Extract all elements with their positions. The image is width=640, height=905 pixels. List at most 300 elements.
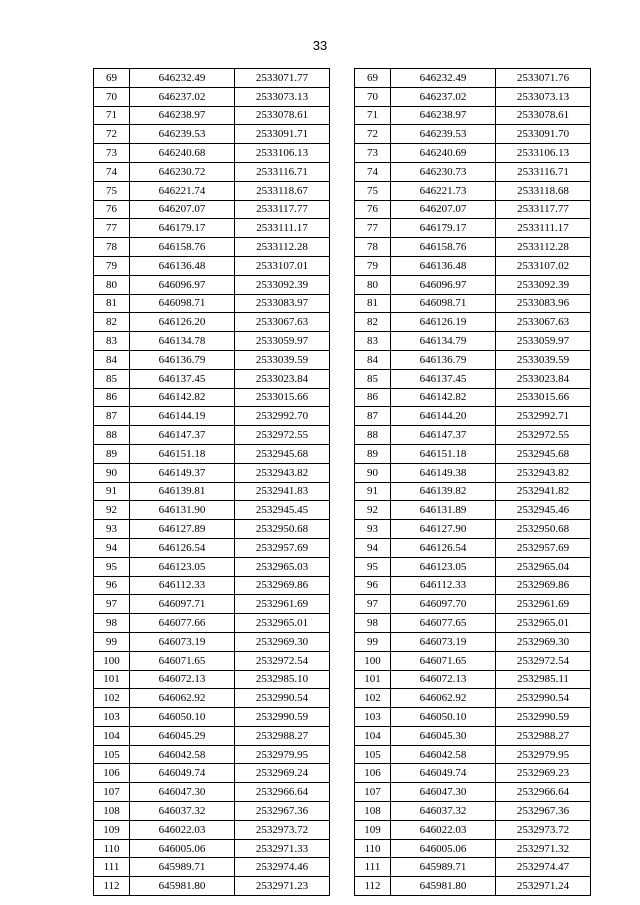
x-coordinate-cell: 646123.05 <box>130 557 235 576</box>
y-coordinate-cell: 2532950.68 <box>235 520 330 539</box>
point-number-cell: 89 <box>94 444 130 463</box>
y-coordinate-cell: 2533112.28 <box>235 238 330 257</box>
point-number-cell: 89 <box>355 444 391 463</box>
point-number-cell: 83 <box>94 332 130 351</box>
point-number-cell: 99 <box>355 632 391 651</box>
y-coordinate-cell: 2533117.77 <box>496 200 591 219</box>
point-number-cell: 72 <box>94 125 130 144</box>
table-row <box>94 200 330 219</box>
point-number-cell: 80 <box>355 275 391 294</box>
y-coordinate-cell: 2532972.55 <box>235 426 330 445</box>
y-coordinate-cell: 2533059.97 <box>235 332 330 351</box>
x-coordinate-cell: 646127.90 <box>391 520 496 539</box>
y-coordinate-cell: 2533078.61 <box>235 106 330 125</box>
y-coordinate-cell: 2532969.30 <box>235 632 330 651</box>
point-number-cell: 88 <box>355 426 391 445</box>
table-row <box>94 614 330 633</box>
x-coordinate-cell: 646237.02 <box>391 87 496 106</box>
table-row <box>94 181 330 200</box>
table-row <box>94 238 330 257</box>
x-coordinate-cell: 646158.76 <box>391 238 496 257</box>
point-number-cell: 90 <box>355 463 391 482</box>
point-number-cell: 93 <box>355 520 391 539</box>
point-number-cell: 104 <box>94 726 130 745</box>
table-row <box>355 444 591 463</box>
table-row <box>94 463 330 482</box>
x-coordinate-cell: 646136.48 <box>130 256 235 275</box>
x-coordinate-cell: 646179.17 <box>130 219 235 238</box>
point-number-cell: 105 <box>94 745 130 764</box>
table-row <box>355 557 591 576</box>
y-coordinate-cell: 2532965.03 <box>235 557 330 576</box>
point-number-cell: 81 <box>355 294 391 313</box>
x-coordinate-cell: 646238.97 <box>130 106 235 125</box>
point-number-cell: 92 <box>355 501 391 520</box>
table-row <box>355 426 591 445</box>
x-coordinate-cell: 646123.05 <box>391 557 496 576</box>
point-number-cell: 86 <box>94 388 130 407</box>
table-row <box>355 820 591 839</box>
x-coordinate-cell: 646050.10 <box>130 708 235 727</box>
coordinate-table-left <box>93 68 330 896</box>
point-number-cell: 71 <box>355 106 391 125</box>
x-coordinate-cell: 646149.37 <box>130 463 235 482</box>
x-coordinate-cell: 646134.79 <box>391 332 496 351</box>
x-coordinate-cell: 646126.19 <box>391 313 496 332</box>
x-coordinate-cell: 646073.19 <box>391 632 496 651</box>
y-coordinate-cell: 2533118.68 <box>496 181 591 200</box>
point-number-cell: 79 <box>94 256 130 275</box>
x-coordinate-cell: 646144.20 <box>391 407 496 426</box>
x-coordinate-cell: 646230.73 <box>391 162 496 181</box>
point-number-cell: 77 <box>355 219 391 238</box>
x-coordinate-cell: 646126.54 <box>391 538 496 557</box>
point-number-cell: 111 <box>355 858 391 877</box>
point-number-cell: 94 <box>94 538 130 557</box>
table-row <box>94 369 330 388</box>
point-number-cell: 82 <box>94 313 130 332</box>
point-number-cell: 95 <box>355 557 391 576</box>
point-number-cell: 69 <box>94 69 130 88</box>
x-coordinate-cell: 646158.76 <box>130 238 235 257</box>
table-row <box>94 595 330 614</box>
x-coordinate-cell: 646240.69 <box>391 144 496 163</box>
x-coordinate-cell: 646073.19 <box>130 632 235 651</box>
table-row <box>94 764 330 783</box>
x-coordinate-cell: 646142.82 <box>130 388 235 407</box>
y-coordinate-cell: 2532957.69 <box>235 538 330 557</box>
point-number-cell: 90 <box>94 463 130 482</box>
table-row <box>355 69 591 88</box>
point-number-cell: 91 <box>94 482 130 501</box>
table-row <box>355 538 591 557</box>
point-number-cell: 95 <box>94 557 130 576</box>
y-coordinate-cell: 2532979.95 <box>496 745 591 764</box>
x-coordinate-cell: 646005.06 <box>391 839 496 858</box>
x-coordinate-cell: 646144.19 <box>130 407 235 426</box>
x-coordinate-cell: 646136.79 <box>391 350 496 369</box>
table-row <box>94 501 330 520</box>
point-number-cell: 112 <box>94 877 130 896</box>
y-coordinate-cell: 2533071.76 <box>496 69 591 88</box>
x-coordinate-cell: 646022.03 <box>130 820 235 839</box>
point-number-cell: 87 <box>94 407 130 426</box>
x-coordinate-cell: 646077.66 <box>130 614 235 633</box>
y-coordinate-cell: 2532957.69 <box>496 538 591 557</box>
x-coordinate-cell: 646137.45 <box>391 369 496 388</box>
point-number-cell: 101 <box>94 670 130 689</box>
point-number-cell: 69 <box>355 69 391 88</box>
table-row <box>355 181 591 200</box>
point-number-cell: 92 <box>94 501 130 520</box>
table-row <box>94 689 330 708</box>
x-coordinate-cell: 646037.32 <box>391 802 496 821</box>
point-number-cell: 83 <box>355 332 391 351</box>
y-coordinate-cell: 2532985.10 <box>235 670 330 689</box>
point-number-cell: 78 <box>355 238 391 257</box>
table-row <box>355 87 591 106</box>
y-coordinate-cell: 2533118.67 <box>235 181 330 200</box>
table-row <box>94 651 330 670</box>
y-coordinate-cell: 2532973.72 <box>235 820 330 839</box>
point-number-cell: 99 <box>94 632 130 651</box>
x-coordinate-cell: 646179.17 <box>391 219 496 238</box>
x-coordinate-cell: 646139.82 <box>391 482 496 501</box>
y-coordinate-cell: 2533023.84 <box>235 369 330 388</box>
point-number-cell: 107 <box>355 783 391 802</box>
y-coordinate-cell: 2533117.77 <box>235 200 330 219</box>
x-coordinate-cell: 646151.18 <box>130 444 235 463</box>
x-coordinate-cell: 646139.81 <box>130 482 235 501</box>
y-coordinate-cell: 2533039.59 <box>496 350 591 369</box>
x-coordinate-cell: 646221.74 <box>130 181 235 200</box>
y-coordinate-cell: 2532966.64 <box>496 783 591 802</box>
point-number-cell: 91 <box>355 482 391 501</box>
table-row <box>94 576 330 595</box>
y-coordinate-cell: 2532965.01 <box>496 614 591 633</box>
table-row <box>94 538 330 557</box>
point-number-cell: 97 <box>355 595 391 614</box>
y-coordinate-cell: 2532961.69 <box>235 595 330 614</box>
point-number-cell: 70 <box>355 87 391 106</box>
table-row <box>94 275 330 294</box>
y-coordinate-cell: 2532992.71 <box>496 407 591 426</box>
x-coordinate-cell: 646072.13 <box>130 670 235 689</box>
table-row <box>94 350 330 369</box>
y-coordinate-cell: 2532945.68 <box>496 444 591 463</box>
point-number-cell: 112 <box>355 877 391 896</box>
table-row <box>94 708 330 727</box>
point-number-cell: 78 <box>94 238 130 257</box>
x-coordinate-cell: 646042.58 <box>130 745 235 764</box>
table-row <box>94 839 330 858</box>
y-coordinate-cell: 2533111.17 <box>496 219 591 238</box>
page-number: 33 <box>312 38 328 53</box>
y-coordinate-cell: 2532990.59 <box>496 708 591 727</box>
x-coordinate-cell: 646134.78 <box>130 332 235 351</box>
point-number-cell: 106 <box>94 764 130 783</box>
point-number-cell: 77 <box>94 219 130 238</box>
table-row <box>355 388 591 407</box>
y-coordinate-cell: 2533078.61 <box>496 106 591 125</box>
x-coordinate-cell: 646232.49 <box>391 69 496 88</box>
y-coordinate-cell: 2532985.11 <box>496 670 591 689</box>
y-coordinate-cell: 2533015.66 <box>235 388 330 407</box>
point-number-cell: 98 <box>355 614 391 633</box>
table-row <box>94 69 330 88</box>
table-row <box>94 219 330 238</box>
point-number-cell: 101 <box>355 670 391 689</box>
table-row <box>355 501 591 520</box>
y-coordinate-cell: 2533092.39 <box>235 275 330 294</box>
point-number-cell: 93 <box>94 520 130 539</box>
y-coordinate-cell: 2532945.68 <box>235 444 330 463</box>
point-number-cell: 79 <box>355 256 391 275</box>
table-row <box>94 87 330 106</box>
y-coordinate-cell: 2532971.24 <box>496 877 591 896</box>
table-row <box>94 820 330 839</box>
table-row <box>94 444 330 463</box>
y-coordinate-cell: 2532992.70 <box>235 407 330 426</box>
x-coordinate-cell: 646136.79 <box>130 350 235 369</box>
y-coordinate-cell: 2532943.82 <box>496 463 591 482</box>
y-coordinate-cell: 2533073.13 <box>235 87 330 106</box>
table-row <box>94 162 330 181</box>
y-coordinate-cell: 2532969.23 <box>496 764 591 783</box>
x-coordinate-cell: 646071.65 <box>391 651 496 670</box>
point-number-cell: 75 <box>355 181 391 200</box>
y-coordinate-cell: 2533091.70 <box>496 125 591 144</box>
point-number-cell: 109 <box>355 820 391 839</box>
x-coordinate-cell: 646098.71 <box>391 294 496 313</box>
table-row <box>94 802 330 821</box>
table-row <box>94 745 330 764</box>
table-row <box>94 858 330 877</box>
y-coordinate-cell: 2532967.36 <box>496 802 591 821</box>
point-number-cell: 81 <box>94 294 130 313</box>
x-coordinate-cell: 646097.71 <box>130 595 235 614</box>
x-coordinate-cell: 646049.74 <box>391 764 496 783</box>
x-coordinate-cell: 646022.03 <box>391 820 496 839</box>
y-coordinate-cell: 2532969.24 <box>235 764 330 783</box>
point-number-cell: 96 <box>355 576 391 595</box>
table-row <box>355 350 591 369</box>
table-row <box>355 144 591 163</box>
table-row <box>94 125 330 144</box>
table-row <box>94 407 330 426</box>
table-row <box>355 200 591 219</box>
y-coordinate-cell: 2533071.77 <box>235 69 330 88</box>
x-coordinate-cell: 646131.89 <box>391 501 496 520</box>
point-number-cell: 103 <box>355 708 391 727</box>
x-coordinate-cell: 646047.30 <box>391 783 496 802</box>
table-row <box>94 632 330 651</box>
point-number-cell: 100 <box>355 651 391 670</box>
x-coordinate-cell: 646072.13 <box>391 670 496 689</box>
x-coordinate-cell: 646127.89 <box>130 520 235 539</box>
y-coordinate-cell: 2532967.36 <box>235 802 330 821</box>
point-number-cell: 72 <box>355 125 391 144</box>
table-row <box>94 106 330 125</box>
point-number-cell: 75 <box>94 181 130 200</box>
table-row <box>94 426 330 445</box>
y-coordinate-cell: 2533111.17 <box>235 219 330 238</box>
table-row <box>94 294 330 313</box>
table-row <box>94 783 330 802</box>
x-coordinate-cell: 646112.33 <box>391 576 496 595</box>
point-number-cell: 73 <box>355 144 391 163</box>
x-coordinate-cell: 646071.65 <box>130 651 235 670</box>
y-coordinate-cell: 2533106.13 <box>496 144 591 163</box>
y-coordinate-cell: 2532972.54 <box>235 651 330 670</box>
point-number-cell: 97 <box>94 595 130 614</box>
point-number-cell: 82 <box>355 313 391 332</box>
point-number-cell: 76 <box>94 200 130 219</box>
y-coordinate-cell: 2533059.97 <box>496 332 591 351</box>
point-number-cell: 88 <box>94 426 130 445</box>
x-coordinate-cell: 646047.30 <box>130 783 235 802</box>
x-coordinate-cell: 646096.97 <box>391 275 496 294</box>
point-number-cell: 80 <box>94 275 130 294</box>
y-coordinate-cell: 2532971.32 <box>496 839 591 858</box>
table-row <box>355 764 591 783</box>
x-coordinate-cell: 645981.80 <box>130 877 235 896</box>
y-coordinate-cell: 2533116.71 <box>496 162 591 181</box>
y-coordinate-cell: 2532950.68 <box>496 520 591 539</box>
x-coordinate-cell: 646237.02 <box>130 87 235 106</box>
x-coordinate-cell: 646221.73 <box>391 181 496 200</box>
y-coordinate-cell: 2532941.82 <box>496 482 591 501</box>
y-coordinate-cell: 2533107.01 <box>235 256 330 275</box>
point-number-cell: 98 <box>94 614 130 633</box>
y-coordinate-cell: 2533116.71 <box>235 162 330 181</box>
y-coordinate-cell: 2532990.59 <box>235 708 330 727</box>
y-coordinate-cell: 2533067.63 <box>235 313 330 332</box>
x-coordinate-cell: 646147.37 <box>391 426 496 445</box>
x-coordinate-cell: 646045.29 <box>130 726 235 745</box>
x-coordinate-cell: 646230.72 <box>130 162 235 181</box>
x-coordinate-cell: 646131.90 <box>130 501 235 520</box>
x-coordinate-cell: 646238.97 <box>391 106 496 125</box>
x-coordinate-cell: 646137.45 <box>130 369 235 388</box>
x-coordinate-cell: 646042.58 <box>391 745 496 764</box>
point-number-cell: 85 <box>94 369 130 388</box>
y-coordinate-cell: 2532961.69 <box>496 595 591 614</box>
table-row <box>94 482 330 501</box>
x-coordinate-cell: 646050.10 <box>391 708 496 727</box>
x-coordinate-cell: 645989.71 <box>391 858 496 877</box>
table-row <box>355 708 591 727</box>
point-number-cell: 74 <box>94 162 130 181</box>
table-row <box>94 313 330 332</box>
y-coordinate-cell: 2532941.83 <box>235 482 330 501</box>
y-coordinate-cell: 2532969.30 <box>496 632 591 651</box>
x-coordinate-cell: 646037.32 <box>130 802 235 821</box>
y-coordinate-cell: 2532971.23 <box>235 877 330 896</box>
point-number-cell: 87 <box>355 407 391 426</box>
point-number-cell: 105 <box>355 745 391 764</box>
table-row <box>355 520 591 539</box>
x-coordinate-cell: 646096.97 <box>130 275 235 294</box>
y-coordinate-cell: 2532974.47 <box>496 858 591 877</box>
x-coordinate-cell: 646077.65 <box>391 614 496 633</box>
table-row <box>94 726 330 745</box>
x-coordinate-cell: 646151.18 <box>391 444 496 463</box>
table-row <box>94 557 330 576</box>
point-number-cell: 104 <box>355 726 391 745</box>
x-coordinate-cell: 646005.06 <box>130 839 235 858</box>
table-row <box>94 256 330 275</box>
table-row <box>94 144 330 163</box>
table-row <box>94 388 330 407</box>
y-coordinate-cell: 2533107.02 <box>496 256 591 275</box>
y-coordinate-cell: 2532971.33 <box>235 839 330 858</box>
table-row <box>355 689 591 708</box>
table-row <box>355 407 591 426</box>
x-coordinate-cell: 646239.53 <box>130 125 235 144</box>
y-coordinate-cell: 2533039.59 <box>235 350 330 369</box>
point-number-cell: 108 <box>94 802 130 821</box>
table-row <box>355 576 591 595</box>
point-number-cell: 109 <box>94 820 130 839</box>
y-coordinate-cell: 2532972.54 <box>496 651 591 670</box>
y-coordinate-cell: 2532972.55 <box>496 426 591 445</box>
point-number-cell: 102 <box>355 689 391 708</box>
x-coordinate-cell: 645981.80 <box>391 877 496 896</box>
point-number-cell: 70 <box>94 87 130 106</box>
point-number-cell: 86 <box>355 388 391 407</box>
x-coordinate-cell: 646062.92 <box>130 689 235 708</box>
point-number-cell: 96 <box>94 576 130 595</box>
y-coordinate-cell: 2533073.13 <box>496 87 591 106</box>
y-coordinate-cell: 2532969.86 <box>235 576 330 595</box>
table-row <box>355 839 591 858</box>
x-coordinate-cell: 646239.53 <box>391 125 496 144</box>
table-row <box>355 463 591 482</box>
y-coordinate-cell: 2533106.13 <box>235 144 330 163</box>
x-coordinate-cell: 646147.37 <box>130 426 235 445</box>
x-coordinate-cell: 646126.54 <box>130 538 235 557</box>
table-row <box>355 783 591 802</box>
x-coordinate-cell: 646142.82 <box>391 388 496 407</box>
y-coordinate-cell: 2532990.54 <box>235 689 330 708</box>
point-number-cell: 84 <box>94 350 130 369</box>
x-coordinate-cell: 646097.70 <box>391 595 496 614</box>
y-coordinate-cell: 2532965.01 <box>235 614 330 633</box>
point-number-cell: 108 <box>355 802 391 821</box>
point-number-cell: 73 <box>94 144 130 163</box>
y-coordinate-cell: 2533015.66 <box>496 388 591 407</box>
point-number-cell: 110 <box>355 839 391 858</box>
table-row <box>355 313 591 332</box>
y-coordinate-cell: 2532969.86 <box>496 576 591 595</box>
point-number-cell: 71 <box>94 106 130 125</box>
y-coordinate-cell: 2533112.28 <box>496 238 591 257</box>
table-row <box>355 162 591 181</box>
table-row <box>355 369 591 388</box>
x-coordinate-cell: 646136.48 <box>391 256 496 275</box>
y-coordinate-cell: 2533083.97 <box>235 294 330 313</box>
table-row <box>94 332 330 351</box>
point-number-cell: 84 <box>355 350 391 369</box>
table-row <box>355 332 591 351</box>
y-coordinate-cell: 2533023.84 <box>496 369 591 388</box>
y-coordinate-cell: 2532974.46 <box>235 858 330 877</box>
y-coordinate-cell: 2532945.46 <box>496 501 591 520</box>
x-coordinate-cell: 646112.33 <box>130 576 235 595</box>
point-number-cell: 74 <box>355 162 391 181</box>
x-coordinate-cell: 646149.38 <box>391 463 496 482</box>
